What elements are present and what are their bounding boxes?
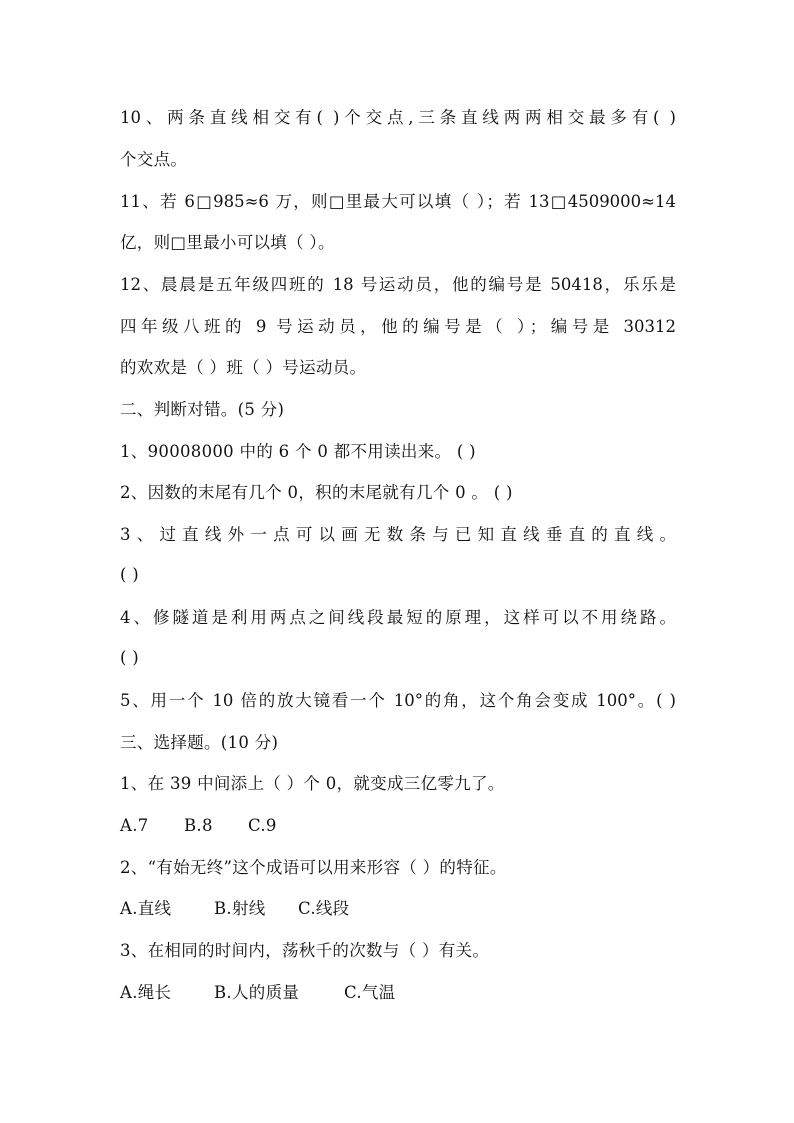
- option-a: A.7: [120, 816, 149, 835]
- question-12-line-2: 四年级八班的 9 号运动员，他的编号是（ ）；编号是 30312: [120, 317, 676, 336]
- question-10-line-1: 10、两条直线相交有( )个交点,三条直线两两相交最多有( ): [120, 108, 676, 127]
- choice-question-2-options: [120, 897, 676, 921]
- option-b: B.8: [184, 816, 213, 835]
- judge-question-5: 5、用一个 10 倍的放大镜看一个 10°的角，这个角会变成 100°。( ): [120, 691, 676, 710]
- section-2-heading: 二、判断对错。(5 分): [120, 400, 285, 419]
- question-12-line-3: 的欢欢是（ ）班（ ）号运动员。: [120, 358, 367, 377]
- judge-question-2: 2、因数的末尾有几个 0，积的末尾就有几个 0 。 ( ): [120, 483, 513, 502]
- question-12-line-1: 12、晨晨是五年级四班的 18 号运动员，他的编号是 50418，乐乐是: [120, 275, 676, 294]
- option-a: A.直线: [120, 899, 172, 918]
- question-10-line-2: 个交点。: [120, 150, 188, 169]
- question-11-line-1: 11、若 6□985≈6 万，则□里最大可以填（ ）；若 13□4509000≈14: [120, 192, 676, 211]
- judge-question-4-answer: ( ): [120, 648, 140, 667]
- choice-question-3: 3、在相同的时间内，荡秋千的次数与（ ）有关。: [120, 941, 490, 960]
- choice-question-3-options: [120, 981, 676, 1005]
- option-b: B.射线: [214, 899, 266, 918]
- option-b: B.人的质量: [214, 983, 300, 1002]
- judge-question-1: 1、90008000 中的 6 个 0 都不用读出来。 ( ): [120, 442, 476, 461]
- section-3-heading: 三、选择题。(10 分): [120, 733, 279, 752]
- option-c: C.线段: [298, 899, 350, 918]
- choice-question-1-options: [120, 814, 676, 838]
- judge-question-3: 3、过直线外一点可以画无数条与已知直线垂直的直线。: [120, 525, 676, 544]
- option-c: C.9: [248, 816, 277, 835]
- question-11-line-2: 亿，则□里最小可以填（ ）。: [120, 233, 335, 252]
- choice-question-2: 2、“有始无终”这个成语可以用来形容（ ）的特征。: [120, 858, 507, 877]
- choice-question-1: 1、在 39 中间添上（ ）个 0，就变成三亿零九了。: [120, 774, 505, 793]
- option-a: A.绳长: [120, 983, 172, 1002]
- judge-question-4: 4、修隧道是利用两点之间线段最短的原理，这样可以不用绕路。: [120, 608, 676, 627]
- judge-question-3-answer: ( ): [120, 565, 140, 584]
- option-c: C.气温: [344, 983, 396, 1002]
